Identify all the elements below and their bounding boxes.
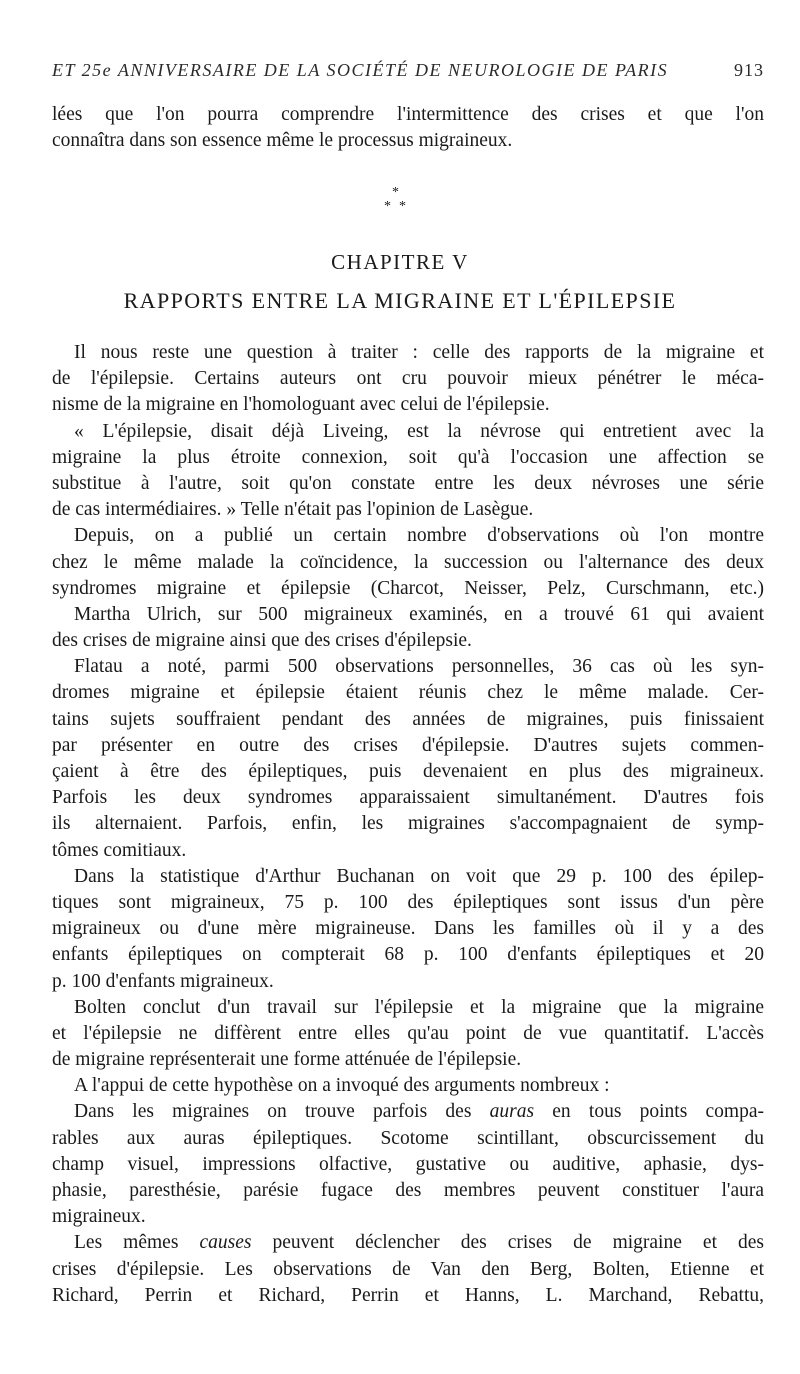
text-line: nisme de la migraine en l'homologuant avec celui de l'épilepsie.	[52, 394, 550, 416]
section-separator	[0, 170, 800, 250]
chapter-title: RAPPORTS ENTRE LA MIGRAINE ET L'ÉPILEPSIE	[123, 288, 677, 313]
text-line: tômes comitiaux.	[52, 839, 187, 861]
chapter-label: CHAPITRE V	[331, 250, 469, 274]
text-line: Depuis, on a publié un certain nombre d'observations où l'on montre	[74, 525, 764, 547]
text-line: Les mêmes causes peuvent déclencher des crises de migraine et des	[74, 1232, 764, 1254]
text-line: Flatau a noté, parmi 500 observations personnelles, 36 cas où les syn-	[74, 656, 764, 678]
running-header	[52, 60, 764, 81]
text-line: A l'appui de cette hypothèse on a invoqué des arguments nombreux :	[74, 1075, 610, 1097]
text-line: Dans les migraines on trouve parfois des auras en tous points compa-	[74, 1101, 764, 1123]
text-line: des crises de migraine ainsi que des crises d'épilepsie.	[52, 630, 472, 652]
text-line: syndromes migraine et épilepsie (Charcot, Neisser, Pelz, Curschmann, etc.)	[52, 577, 764, 599]
text-line: enfants épileptiques on compterait 68 p. 100 d'enfants épileptiques et 20	[52, 944, 764, 966]
text-line: migraineux ou d'une mère migraineuse. Dans les familles où il y a des	[52, 918, 764, 940]
text-line: et l'épilepsie ne diffèrent entre elles qu'au point de vue quantitatif. L'accès	[52, 1022, 764, 1044]
text-line: lées que l'on pourra comprendre l'intermittence des crises et que l'on	[52, 104, 764, 125]
text-line: de l'épilepsie. Certains auteurs ont cru pouvoir mieux pénétrer le méca-	[52, 368, 764, 390]
text-line: crises d'épilepsie. Les observations de Van den Berg, Bolten, Etienne et	[52, 1258, 764, 1280]
text-line: migraineux.	[52, 1206, 146, 1228]
text-line: tiques sont migraineux, 75 p. 100 des épileptiques sont issus d'un père	[52, 891, 764, 913]
page-number: 913	[734, 60, 764, 80]
star-ornament: *	[399, 199, 406, 214]
text-line: phasie, paresthésie, parésie fugace des membres peuvent constituer l'aura	[52, 1180, 764, 1201]
star-ornament: *	[384, 199, 391, 214]
chapter-body	[52, 340, 764, 1309]
text-line: çaient à être des épileptiques, puis devenaient en plus des migraineux.	[52, 761, 764, 782]
text-line: ils alternaient. Parfois, enfin, les migraines s'accompagnaient de symp-	[52, 813, 764, 835]
text-line: migraine la plus étroite connexion, soit qu'à l'occasion une affection se	[52, 446, 764, 468]
text-line: Martha Ulrich, sur 500 migraineux examinés, en a trouvé 61 qui avaient	[74, 603, 764, 625]
intro-paragraph	[52, 102, 764, 154]
text-line: substitue à l'autre, soit qu'on constate entre les deux névroses une série	[52, 472, 764, 494]
text-line: Richard, Perrin et Richard, Perrin et Hanns, L. Marchand, Rebattu,	[52, 1284, 764, 1306]
text-line: dromes migraine et épilepsie étaient réunis chez le même malade. Cer-	[52, 682, 764, 704]
running-title: ET 25e ANNIVERSAIRE DE LA SOCIÉTÉ DE NEUROLOGIE DE PARIS	[52, 60, 669, 80]
text-line: p. 100 d'enfants migraineux.	[52, 970, 274, 992]
text-line: champ visuel, impressions olfactive, gustative ou auditive, aphasie, dys-	[52, 1153, 764, 1175]
text-line: Il nous reste une question à traiter : celle des rapports de la migraine et	[74, 342, 764, 363]
text-line: connaîtra dans son essence même le processus migraineux.	[52, 130, 513, 152]
text-line: tains sujets souffraient pendant des années de migraines, puis finissaient	[52, 708, 764, 730]
text-line: de migraine représenterait une forme atténuée de l'épilepsie.	[52, 1049, 522, 1071]
text-line: de cas intermédiaires. » Telle n'était pas l'opinion de Lasègue.	[52, 499, 534, 521]
star-ornament: *	[392, 185, 399, 200]
text-line: rables aux auras épileptiques. Scotome scintillant, obscurcissement du	[52, 1127, 764, 1149]
text-line: « L'épilepsie, disait déjà Liveing, est la névrose qui entretient avec la	[74, 420, 764, 442]
text-line: Parfois les deux syndromes apparaissaient simultanément. D'autres fois	[52, 787, 764, 809]
text-line: par présenter en outre des crises d'épilepsie. D'autres sujets commen-	[52, 734, 764, 756]
text-line: Bolten conclut d'un travail sur l'épilepsie et la migraine que la migraine	[74, 996, 764, 1018]
text-line: chez le même malade la coïncidence, la succession ou l'alternance des deux	[52, 551, 764, 573]
text-line: Dans la statistique d'Arthur Buchanan on voit que 29 p. 100 des épilep-	[74, 865, 764, 887]
